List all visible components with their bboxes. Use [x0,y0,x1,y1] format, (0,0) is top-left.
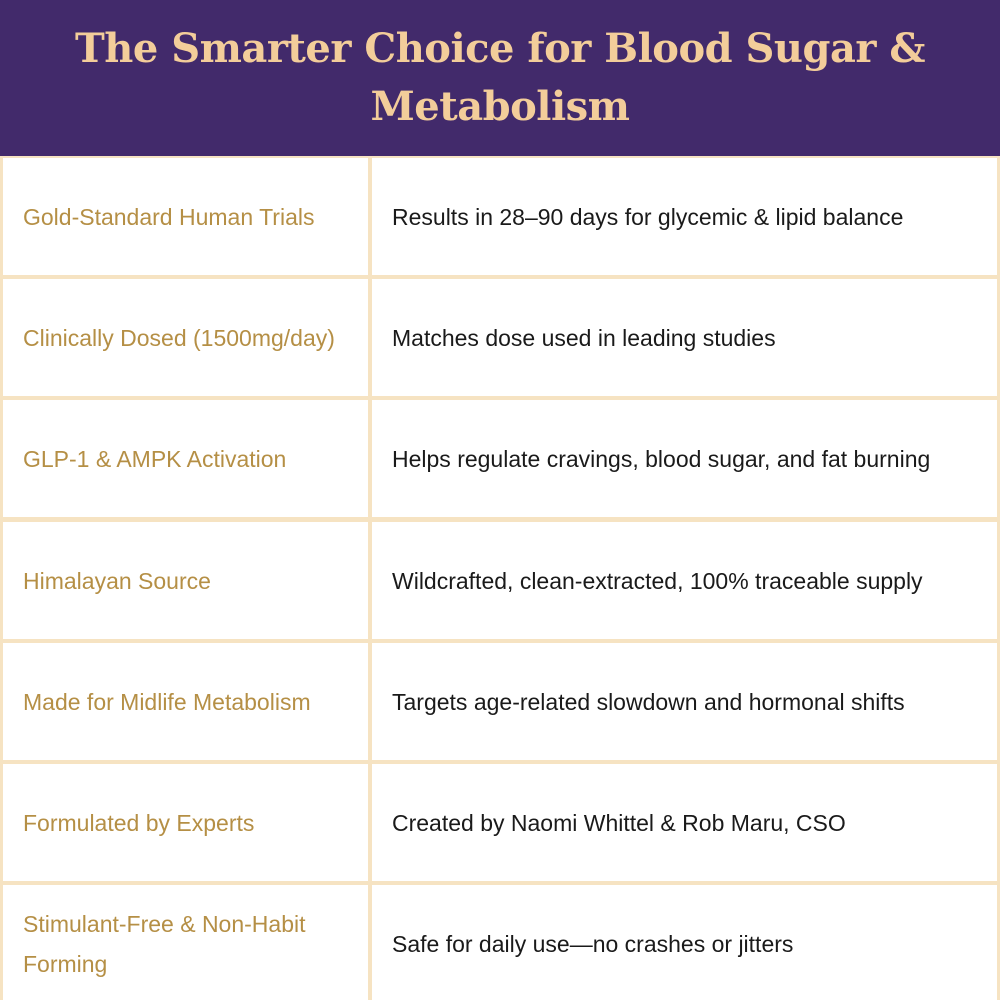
benefit-text: Matches dose used in leading studies [392,324,776,351]
benefit-text: Helps regulate cravings, blood sugar, and fat burning [392,445,931,472]
feature-label: Made for Midlife Metabolism [23,688,311,715]
table-row [0,641,1000,758]
feature-cell [3,885,368,1000]
table-row [0,277,1000,394]
feature-cell [3,400,368,517]
benefit-cell [372,764,997,881]
benefit-cell [372,400,997,517]
benefit-cell [372,885,997,1000]
benefit-text: Wildcrafted, clean-extracted, 100% traceable supply [392,567,923,594]
table-row [0,762,1000,879]
benefit-cell [372,522,997,639]
benefit-text: Results in 28–90 days for glycemic & lipid balance [392,203,904,230]
feature-cell [3,522,368,639]
feature-label: Formulated by Experts [23,809,255,836]
benefit-cell [372,643,997,760]
feature-label: Himalayan Source [23,567,211,594]
table-row [0,520,1000,637]
feature-cell [3,158,368,275]
table-row [0,883,1000,1000]
benefit-text: Created by Naomi Whittel & Rob Maru, CSO [392,809,846,836]
feature-label: Clinically Dosed (1500mg/day) [23,324,335,351]
feature-cell [3,764,368,881]
feature-cell [3,643,368,760]
benefit-cell [372,279,997,396]
table-row [0,156,1000,273]
feature-label: Gold-Standard Human Trials [23,203,315,230]
benefit-cell [372,158,997,275]
feature-label: GLP-1 & AMPK Activation [23,445,287,472]
title-line-1: The Smarter Choice for Blood Sugar & [75,25,925,72]
header-banner [0,0,1000,156]
title-line-2: Metabolism [370,83,630,130]
feature-label: Stimulant-Free & Non-Habit Forming [23,910,306,977]
feature-cell [3,279,368,396]
page-title [75,20,925,136]
benefits-table [0,156,1000,1000]
table-row [0,398,1000,515]
benefit-text: Safe for daily use—no crashes or jitters [392,930,794,957]
benefit-text: Targets age-related slowdown and hormonal shifts [392,688,905,715]
